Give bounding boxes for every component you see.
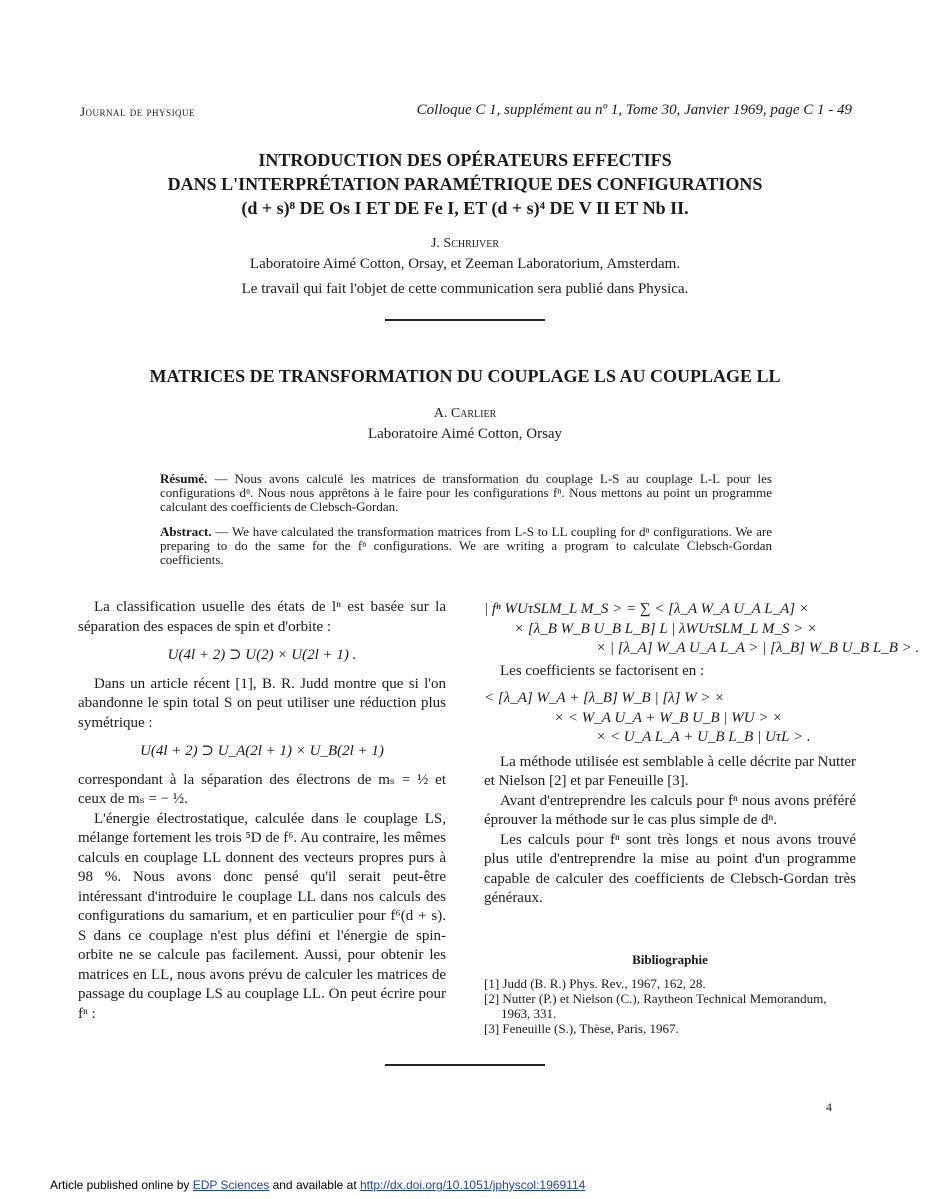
section-divider [385, 319, 545, 321]
equation-1: U(4l + 2) ⊃ U(2) × U(2l + 1) . [167, 647, 357, 663]
article1-title-line1: INTRODUCTION DES OPÉRATEURS EFFECTIFS [258, 150, 672, 170]
bibliography-heading: Bibliographie [632, 952, 708, 967]
equation-3-line1: | fⁿ WUτSLM_L M_S > = ∑ < [λ_A W_A U_A L_A] × [484, 601, 809, 617]
resume-text: — Nous avons calculé les matrices de transformation du couplage L-S au couplage L-L pour les configurations dⁿ. Nous nous apprêtons à le faire pour les configurations fⁿ. Nous mettons au point un programme calculant des coefficients de Clebsch-Gordan. [160, 471, 772, 514]
article2-title: MATRICES DE TRANSFORMATION DU COUPLAGE LS AU COUPLAGE LL [149, 366, 781, 386]
resume-paragraph [160, 472, 772, 514]
article1-affiliation: Laboratoire Aimé Cotton, Orsay, et Zeeman Laboratorium, Amsterdam. [249, 256, 681, 272]
abstract-label: Abstract. [160, 524, 212, 539]
end-divider [385, 1064, 545, 1066]
reference-item: [3] Feneuille (S.), Thèse, Paris, 1967. [484, 1021, 679, 1036]
body-paragraph: Les calculs pour fⁿ sont très longs et nous avons trouvé plus utile d'entreprendre la mise au point d'un programme capable de calculer des coefficients de Clebsch-Gordan très généraux. [484, 831, 856, 906]
reference-item: [1] Judd (B. R.) Phys. Rev., 1967, 162, 28. [484, 976, 706, 991]
body-paragraph: La classification usuelle des états de lⁿ est basée sur la séparation des espaces de spin et d'orbite : [78, 599, 446, 635]
article1-title [0, 148, 930, 220]
body-paragraph: La méthode utilisée est semblable à celle décrite par Nutter et Nielson [2] et par Feneuille [3]. [484, 753, 856, 789]
equation-4-line1: < [λ_A] W_A + [λ_B] W_B | [λ] W > × [484, 690, 725, 706]
equation-2: U(4l + 2) ⊃ U_A(2l + 1) × U_B(2l + 1) [140, 743, 384, 759]
left-column [78, 598, 446, 1024]
publisher-link[interactable]: EDP Sciences [192, 1178, 270, 1192]
article1-title-line3: (d + s)⁸ DE Os I ET DE Fe I, ET (d + s)⁴ DE V II ET Nb II. [241, 198, 689, 218]
body-paragraph: Dans un article récent [1], B. R. Judd montre que si l'on abandonne le spin total S on peut utiliser une réduction plus symétrique : [78, 675, 446, 731]
resume-label: Résumé. [160, 471, 208, 486]
equation-4-line2: × < W_A U_A + W_B U_B | WU > × [554, 709, 783, 726]
equation-3-line3: × | [λ_A] W_A U_A L_A > | [λ_B] W_B U_B L_B > . [596, 640, 920, 656]
body-paragraph: correspondant à la séparation des électrons de mₛ = ½ et ceux de mₛ = − ½. [78, 771, 446, 807]
equation-4-line3: × < U_A L_A + U_B L_B | UτL > . [596, 729, 811, 745]
issue-info: Colloque C 1, supplément au nº 1, Tome 30, Janvier 1969, page C 1 - 49 [416, 102, 852, 118]
footer-middle: and available at [269, 1178, 360, 1192]
body-paragraph: Les coefficients se factorisent en : [500, 662, 705, 679]
journal-name: Journal de physique [80, 104, 196, 119]
page-number: 4 [826, 1100, 832, 1114]
doi-link[interactable]: http://dx.doi.org/10.1051/jphyscol:1969114 [359, 1178, 586, 1192]
abstract-paragraph [160, 525, 772, 567]
reference-item: [2] Nutter (P.) et Nielson (C.), Raytheon Technical Memorandum, 1963, 331. [484, 991, 827, 1021]
article1-author: J. Schrijver [430, 236, 500, 251]
right-column [484, 600, 920, 909]
equation-3-line2: × [λ_B W_B U_B L_B] L | λWUτSLM_L M_S > × [514, 620, 818, 637]
footer-prefix: Article published online by [50, 1178, 193, 1192]
article1-publication-note: Le travail qui fait l'objet de cette communication sera publié dans Physica. [241, 281, 689, 297]
body-paragraph: Avant d'entreprendre les calculs pour fⁿ nous avons préféré éprouver la méthode sur le cas plus simple de dⁿ. [484, 792, 856, 828]
publication-footer [50, 1178, 585, 1192]
article2-author: A. Carlier [433, 406, 497, 421]
body-paragraph: L'énergie électrostatique, calculée dans le couplage LS, mélange fortement les trois ⁵D de f⁶. Au contraire, les mêmes calculs en couplage LL donnent des vecteurs propres purs à 98 %. Nous avons donc pensé qu'il serait peut-être intéressant d'introduire le couplage LL dans nos calculs des configurations du samarium, et en particulier pour f⁶(d + s). S dans ce couplage n'est plus défini et l'énergie de spin-orbite ne se calcule pas facilement. Aussi, pour obtenir les matrices en LL, nous avons prévu de calculer les matrices de passage du couplage LS au couplage LL. On peut écrire pour fⁿ : [78, 810, 446, 1022]
article1-title-line2: DANS L'INTERPRÉTATION PARAMÉTRIQUE DES CONFIGURATIONS [167, 174, 763, 194]
article2-affiliation: Laboratoire Aimé Cotton, Orsay [367, 426, 563, 442]
abstract-text: — We have calculated the transformation matrices from L-S to LL coupling for dⁿ configurations. We are preparing to do the same for the fⁿ configurations. We are writing a program to calculate Clebsch-Gordan coefficients. [160, 524, 772, 567]
bibliography-list [484, 976, 856, 1036]
